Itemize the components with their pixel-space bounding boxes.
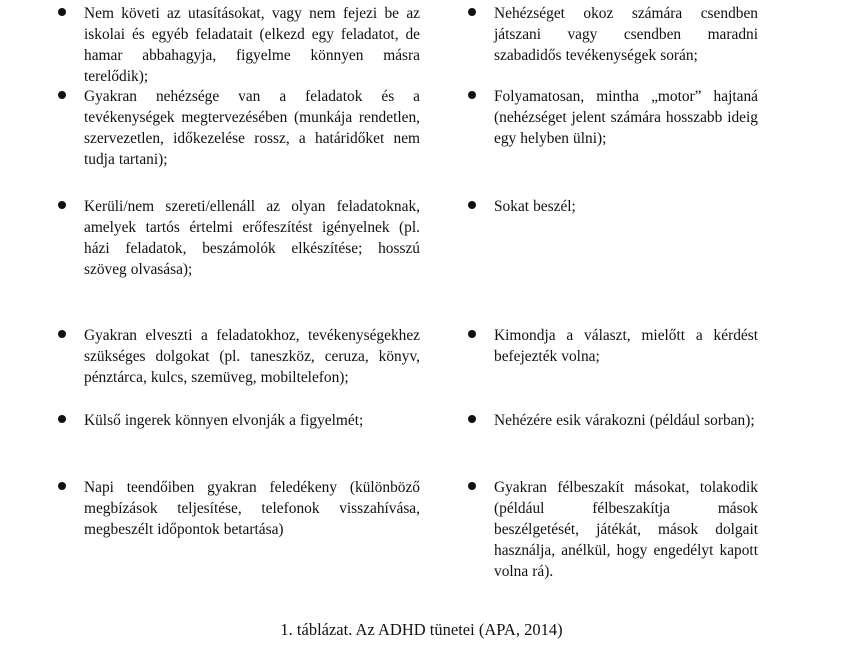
bullet-icon [58, 8, 66, 16]
bullet-icon [468, 201, 476, 209]
list-item [468, 196, 758, 217]
list-item-text: Nehézséget okoz számára csendben játszani vagy csendben maradni szabadidős tevékenységek során; [494, 5, 758, 64]
list-item [58, 477, 420, 540]
list-item-text: Sokat beszél; [494, 198, 576, 215]
list-item-text: Nem követi az utasításokat, vagy nem fejezi be az iskolai és egyéb feladatait (elkezd egy feladatot, de hamar abbahagyja, figyelme könnyen másra terelődik); [84, 5, 420, 85]
bullet-icon [468, 482, 476, 490]
list-item-text: Kerüli/nem szereti/ellenáll az olyan feladatoknak, amelyek tartós értelmi erőfeszítést igényelnek (pl. házi feladatok, beszámolók elkészítése; hosszú szöveg olvasása); [84, 198, 420, 278]
bullet-icon [468, 91, 476, 99]
list-item [58, 3, 420, 87]
list-item-text: Nehézére esik várakozni (például sorban); [494, 412, 755, 429]
bullet-icon [58, 330, 66, 338]
list-item [468, 3, 758, 66]
bullet-icon [58, 482, 66, 490]
list-item [58, 196, 420, 280]
list-item-text: Napi teendőiben gyakran feledékeny (különböző megbízások teljesítése, telefonok visszahívása, megbeszélt időpontok betartása) [84, 479, 420, 538]
list-item [468, 86, 758, 149]
list-item [468, 477, 758, 582]
list-item-text: Gyakran nehézsége van a feladatok és a tevékenységek megtervezésében (munkája rendetlen, szervezetlen, időkezelése rossz, a határidőket nem tudja tartani); [84, 88, 420, 168]
list-item-text: Gyakran félbeszakít másokat, tolakodik (például félbeszakítja mások beszélgetését, játékát, mások dolgait használja, anélkül, hogy engedélyt kapott volna rá). [494, 479, 758, 580]
list-item-text: Folyamatosan, mintha „motor” hajtaná (nehézséget jelent számára hosszabb ideig egy helyben ülni); [494, 88, 758, 147]
list-item [58, 86, 420, 170]
bullet-icon [468, 330, 476, 338]
list-item [58, 410, 420, 431]
list-item [468, 325, 758, 367]
list-item-text: Külső ingerek könnyen elvonják a figyelmét; [84, 412, 364, 429]
bullet-icon [58, 415, 66, 423]
bullet-icon [468, 8, 476, 16]
table-caption: 1. táblázat. Az ADHD tünetei (APA, 2014) [280, 620, 563, 639]
bullet-icon [58, 201, 66, 209]
list-item [58, 325, 420, 388]
list-item-text: Kimondja a választ, mielőtt a kérdést befejezték volna; [494, 327, 758, 365]
bullet-icon [468, 415, 476, 423]
bullet-icon [58, 91, 66, 99]
list-item [468, 410, 758, 431]
list-item-text: Gyakran elveszti a feladatokhoz, tevékenységekhez szükséges dolgokat (pl. taneszköz, ceruza, könyv, pénztárca, kulcs, szemüveg, mobiltelefon); [84, 327, 420, 386]
